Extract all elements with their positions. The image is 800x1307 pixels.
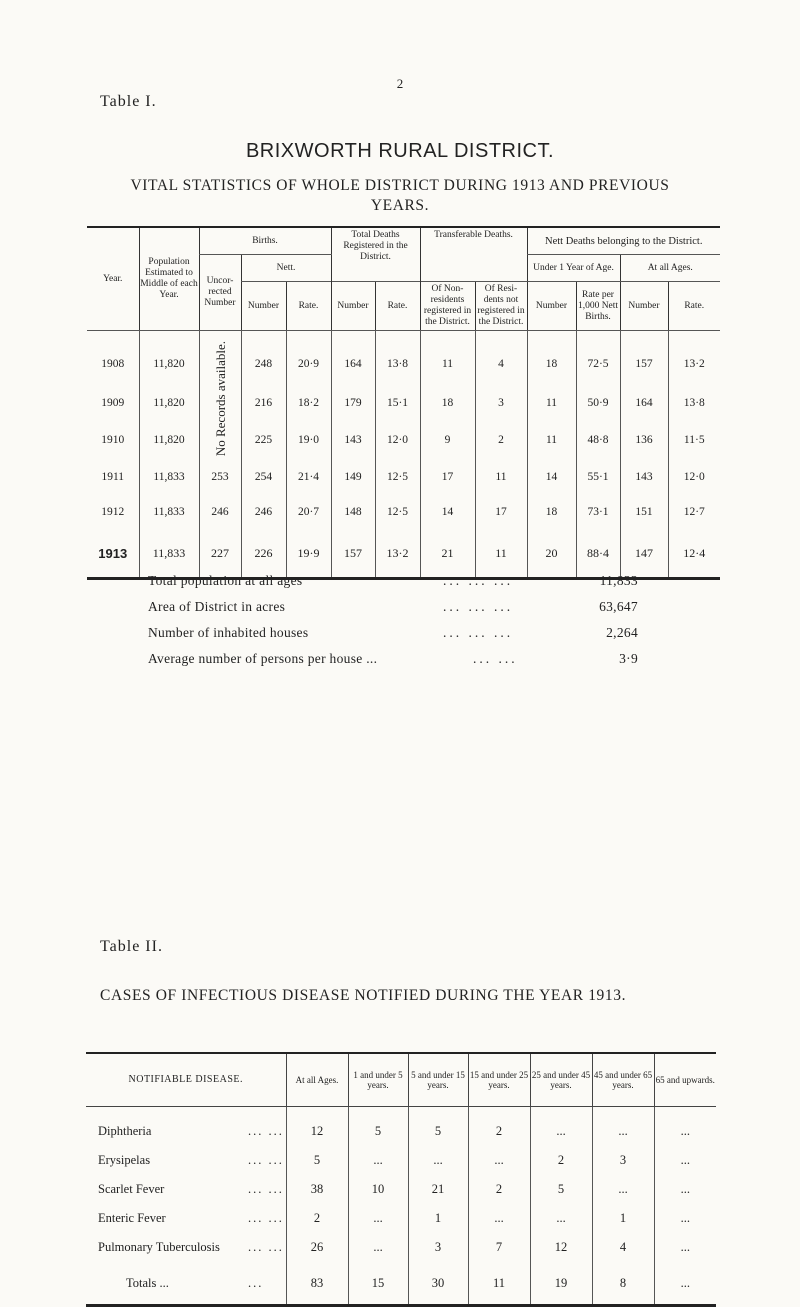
header-1-to-5: 1 and under 5 years. xyxy=(348,1053,408,1107)
header-all-number: Number xyxy=(620,282,668,331)
age-45-65-cell: 4 xyxy=(592,1233,654,1262)
non-residents-cell: 17 xyxy=(420,459,475,494)
table-row xyxy=(87,384,720,422)
summary-row xyxy=(148,599,638,615)
age-65-cell: ... xyxy=(654,1204,716,1233)
residents-not-cell: 2 xyxy=(475,421,527,459)
all-ages-cell: 38 xyxy=(286,1175,348,1204)
totals-row xyxy=(86,1262,716,1306)
leader-dots: ... ... xyxy=(248,1124,284,1138)
residents-not-cell: 11 xyxy=(475,529,527,579)
age-5-15-cell: 5 xyxy=(408,1107,468,1147)
header-transferable: Transferable Deaths. xyxy=(420,227,527,282)
total-age-65-cell: ... xyxy=(654,1262,716,1306)
age-65-cell: ... xyxy=(654,1146,716,1175)
year-cell: 1910 xyxy=(101,434,125,447)
under1-number-cell: 14 xyxy=(527,459,576,494)
all-ages-cell: 12 xyxy=(286,1107,348,1147)
header-residents-not-registered: Of Resi- dents not registered in the District. xyxy=(475,282,527,331)
age-15-25-cell: 7 xyxy=(468,1233,530,1262)
header-deaths-number: Number xyxy=(331,282,375,331)
deaths-rate-cell: 13·8 xyxy=(375,331,420,384)
total-age-5-15-cell: 30 xyxy=(408,1262,468,1306)
summary-value: 3·9 xyxy=(619,651,638,666)
deaths-number-cell: 143 xyxy=(331,421,375,459)
table2-label: Table II. xyxy=(100,938,163,955)
summary-row xyxy=(148,573,638,589)
total-all-ages-cell: 83 xyxy=(286,1262,348,1306)
age-25-45-cell: 2 xyxy=(530,1146,592,1175)
header-under1-number: Number xyxy=(527,282,576,331)
age-15-25-cell: ... xyxy=(468,1146,530,1175)
table1-label: Table I. xyxy=(100,93,157,110)
non-residents-cell: 14 xyxy=(420,494,475,529)
age-5-15-cell: 1 xyxy=(408,1204,468,1233)
header-under-1-year: Under 1 Year of Age. xyxy=(527,255,620,282)
nett-births-rate-cell: 19·9 xyxy=(286,529,331,579)
header-15-to-25: 15 and under 25 years. xyxy=(468,1053,530,1107)
header-non-residents: Of Non- residents registered in the District. xyxy=(420,282,475,331)
header-nett: Nett. xyxy=(241,255,331,282)
table-row xyxy=(87,331,720,384)
non-residents-cell: 21 xyxy=(420,529,475,579)
header-45-to-65: 45 and under 65 years. xyxy=(592,1053,654,1107)
year-cell: 1909 xyxy=(101,396,125,409)
header-65-upwards: 65 and upwards. xyxy=(654,1053,716,1107)
age-65-cell: ... xyxy=(654,1107,716,1147)
age-1-5-cell: ... xyxy=(348,1146,408,1175)
summary-leader-dots: ... ... xyxy=(473,651,518,666)
age-65-cell: ... xyxy=(654,1175,716,1204)
age-5-15-cell: ... xyxy=(408,1146,468,1175)
under1-rate-cell: 55·1 xyxy=(576,459,620,494)
total-age-1-5-cell: 15 xyxy=(348,1262,408,1306)
leader-dots: ... ... xyxy=(248,1153,284,1167)
deaths-number-cell: 164 xyxy=(331,331,375,384)
header-nett-rate: Rate. xyxy=(286,282,331,331)
deaths-rate-cell: 12·5 xyxy=(375,459,420,494)
totals-label-cell xyxy=(86,1262,286,1306)
leader-dots: ... ... xyxy=(248,1240,284,1254)
table-row xyxy=(87,494,720,529)
all-number-cell: 143 xyxy=(620,459,668,494)
nett-births-number-cell: 248 xyxy=(241,331,286,384)
header-population: Population Estimated to Middle of each Year. xyxy=(139,227,199,331)
disease-name: Scarlet Fever xyxy=(98,1182,165,1196)
non-residents-cell: 9 xyxy=(420,421,475,459)
table-row xyxy=(87,459,720,494)
disease-name: Pulmonary Tuberculosis xyxy=(98,1240,220,1254)
no-records-note-cell xyxy=(199,331,241,460)
age-5-15-cell: 3 xyxy=(408,1233,468,1262)
nett-births-number-cell: 254 xyxy=(241,459,286,494)
header-uncorrected: Uncor- rected Number xyxy=(199,255,241,331)
disease-name: Enteric Fever xyxy=(98,1211,166,1225)
summary-value: 63,647 xyxy=(599,599,638,614)
uncorrected-births-cell: 246 xyxy=(199,494,241,529)
deaths-rate-cell: 12·5 xyxy=(375,494,420,529)
year-cell: 1911 xyxy=(101,470,125,483)
table-row xyxy=(86,1204,716,1233)
summary-label: Average number of persons per house ... xyxy=(148,651,378,666)
vital-statistics-table xyxy=(87,226,720,580)
age-15-25-cell: 2 xyxy=(468,1107,530,1147)
age-1-5-cell: ... xyxy=(348,1204,408,1233)
header-all-ages: At all Ages. xyxy=(620,255,720,282)
residents-not-cell: 4 xyxy=(475,331,527,384)
population-cell: 11,820 xyxy=(139,331,199,384)
leader-dots: ... xyxy=(248,1275,264,1290)
header-births: Births. xyxy=(199,227,331,255)
total-age-45-65-cell: 8 xyxy=(592,1262,654,1306)
under1-number-cell: 11 xyxy=(527,384,576,422)
table1-subtitle xyxy=(0,176,800,216)
all-rate-cell: 13·2 xyxy=(668,331,720,384)
age-5-15-cell: 21 xyxy=(408,1175,468,1204)
nett-births-rate-cell: 19·0 xyxy=(286,421,331,459)
totals-label: Totals ... xyxy=(126,1275,169,1290)
all-rate-cell: 12·4 xyxy=(668,529,720,579)
table-row xyxy=(87,421,720,459)
deaths-number-cell: 179 xyxy=(331,384,375,422)
summary-leader-dots: ... ... ... xyxy=(443,573,514,588)
uncorrected-births-cell: 253 xyxy=(199,459,241,494)
all-ages-cell: 26 xyxy=(286,1233,348,1262)
all-number-cell: 136 xyxy=(620,421,668,459)
under1-number-cell: 20 xyxy=(527,529,576,579)
deaths-rate-cell: 13·2 xyxy=(375,529,420,579)
all-rate-cell: 12·7 xyxy=(668,494,720,529)
infectious-disease-table xyxy=(86,1052,716,1307)
table2-title: CASES OF INFECTIOUS DISEASE NOTIFIED DURING THE YEAR 1913. xyxy=(100,987,627,1004)
summary-label: Total population at all ages xyxy=(148,573,303,588)
population-cell: 11,820 xyxy=(139,384,199,422)
subtitle-line-1: VITAL STATISTICS OF WHOLE DISTRICT DURING 1913 AND PREVIOUS xyxy=(130,177,670,194)
leader-dots: ... ... xyxy=(248,1182,284,1196)
age-25-45-cell: 5 xyxy=(530,1175,592,1204)
population-cell: 11,833 xyxy=(139,494,199,529)
population-cell: 11,833 xyxy=(139,459,199,494)
table-row xyxy=(86,1146,716,1175)
age-45-65-cell: ... xyxy=(592,1175,654,1204)
summary-row xyxy=(148,651,638,667)
all-rate-cell: 11·5 xyxy=(668,421,720,459)
header-disease: NOTIFIABLE DISEASE. xyxy=(86,1053,286,1107)
deaths-number-cell: 148 xyxy=(331,494,375,529)
nett-births-number-cell: 216 xyxy=(241,384,286,422)
year-cell: 1913 xyxy=(87,529,139,579)
disease-name: Diphtheria xyxy=(98,1124,152,1138)
summary-value: 2,264 xyxy=(606,625,638,640)
table-row xyxy=(86,1175,716,1204)
summary-leader-dots: ... ... ... xyxy=(443,625,514,640)
residents-not-cell: 3 xyxy=(475,384,527,422)
header-all-rate: Rate. xyxy=(668,282,720,331)
residents-not-cell: 11 xyxy=(475,459,527,494)
table-row xyxy=(86,1233,716,1262)
year-cell: 1912 xyxy=(101,505,125,518)
age-65-cell: ... xyxy=(654,1233,716,1262)
disease-cell xyxy=(86,1204,286,1233)
age-25-45-cell: ... xyxy=(530,1107,592,1147)
non-residents-cell: 18 xyxy=(420,384,475,422)
summary-leader-dots: ... ... ... xyxy=(443,599,514,614)
subtitle-line-2: YEARS. xyxy=(370,197,430,214)
disease-cell xyxy=(86,1175,286,1204)
all-rate-cell: 13·8 xyxy=(668,384,720,422)
age-25-45-cell: ... xyxy=(530,1204,592,1233)
all-ages-cell: 2 xyxy=(286,1204,348,1233)
under1-rate-cell: 88·4 xyxy=(576,529,620,579)
all-ages-cell: 5 xyxy=(286,1146,348,1175)
nett-births-rate-cell: 18·2 xyxy=(286,384,331,422)
residents-not-cell: 17 xyxy=(475,494,527,529)
population-cell: 11,833 xyxy=(139,529,199,579)
age-45-65-cell: ... xyxy=(592,1107,654,1147)
summary-row xyxy=(148,625,638,641)
header-year: Year. xyxy=(87,227,139,331)
all-number-cell: 164 xyxy=(620,384,668,422)
table-row xyxy=(86,1107,716,1147)
header-25-to-45: 25 and under 45 years. xyxy=(530,1053,592,1107)
population-cell: 11,820 xyxy=(139,421,199,459)
summary-value: 11,833 xyxy=(599,573,638,588)
uncorrected-births-cell: 227 xyxy=(199,529,241,579)
under1-number-cell: 18 xyxy=(527,494,576,529)
nett-births-rate-cell: 20·9 xyxy=(286,331,331,384)
summary-label: Area of District in acres xyxy=(148,599,286,614)
nett-births-rate-cell: 21·4 xyxy=(286,459,331,494)
nett-births-rate-cell: 20·7 xyxy=(286,494,331,529)
header-all-ages: At all Ages. xyxy=(286,1053,348,1107)
all-number-cell: 157 xyxy=(620,331,668,384)
age-25-45-cell: 12 xyxy=(530,1233,592,1262)
under1-rate-cell: 72·5 xyxy=(576,331,620,384)
no-records-note: No Records available. xyxy=(212,341,228,457)
disease-cell xyxy=(86,1233,286,1262)
age-45-65-cell: 3 xyxy=(592,1146,654,1175)
deaths-number-cell: 149 xyxy=(331,459,375,494)
under1-rate-cell: 73·1 xyxy=(576,494,620,529)
non-residents-cell: 11 xyxy=(420,331,475,384)
disease-name: Erysipelas xyxy=(98,1153,151,1167)
disease-cell xyxy=(86,1107,286,1147)
age-15-25-cell: 2 xyxy=(468,1175,530,1204)
header-under1-rate: Rate per 1,000 Nett Births. xyxy=(576,282,620,331)
age-15-25-cell: ... xyxy=(468,1204,530,1233)
under1-rate-cell: 50·9 xyxy=(576,384,620,422)
total-age-25-45-cell: 19 xyxy=(530,1262,592,1306)
age-1-5-cell: 5 xyxy=(348,1107,408,1147)
under1-number-cell: 11 xyxy=(527,421,576,459)
header-total-deaths: Total Deaths Registered in the District. xyxy=(331,227,420,282)
year-cell: 1908 xyxy=(101,358,125,371)
deaths-rate-cell: 15·1 xyxy=(375,384,420,422)
all-number-cell: 151 xyxy=(620,494,668,529)
header-nett-number: Number xyxy=(241,282,286,331)
age-45-65-cell: 1 xyxy=(592,1204,654,1233)
age-1-5-cell: 10 xyxy=(348,1175,408,1204)
table-row xyxy=(87,529,720,579)
page-number: 2 xyxy=(396,76,404,91)
nett-births-number-cell: 246 xyxy=(241,494,286,529)
summary-label: Number of inhabited houses xyxy=(148,625,309,640)
district-title: BRIXWORTH RURAL DISTRICT. xyxy=(245,140,555,162)
deaths-number-cell: 157 xyxy=(331,529,375,579)
deaths-rate-cell: 12·0 xyxy=(375,421,420,459)
header-nett-deaths: Nett Deaths belonging to the District. xyxy=(527,227,720,255)
under1-rate-cell: 48·8 xyxy=(576,421,620,459)
total-age-15-25-cell: 11 xyxy=(468,1262,530,1306)
all-number-cell: 147 xyxy=(620,529,668,579)
header-deaths-rate: Rate. xyxy=(375,282,420,331)
age-1-5-cell: ... xyxy=(348,1233,408,1262)
disease-cell xyxy=(86,1146,286,1175)
leader-dots: ... ... xyxy=(248,1211,284,1225)
under1-number-cell: 18 xyxy=(527,331,576,384)
nett-births-number-cell: 225 xyxy=(241,421,286,459)
all-rate-cell: 12·0 xyxy=(668,459,720,494)
nett-births-number-cell: 226 xyxy=(241,529,286,579)
header-5-to-15: 5 and under 15 years. xyxy=(408,1053,468,1107)
